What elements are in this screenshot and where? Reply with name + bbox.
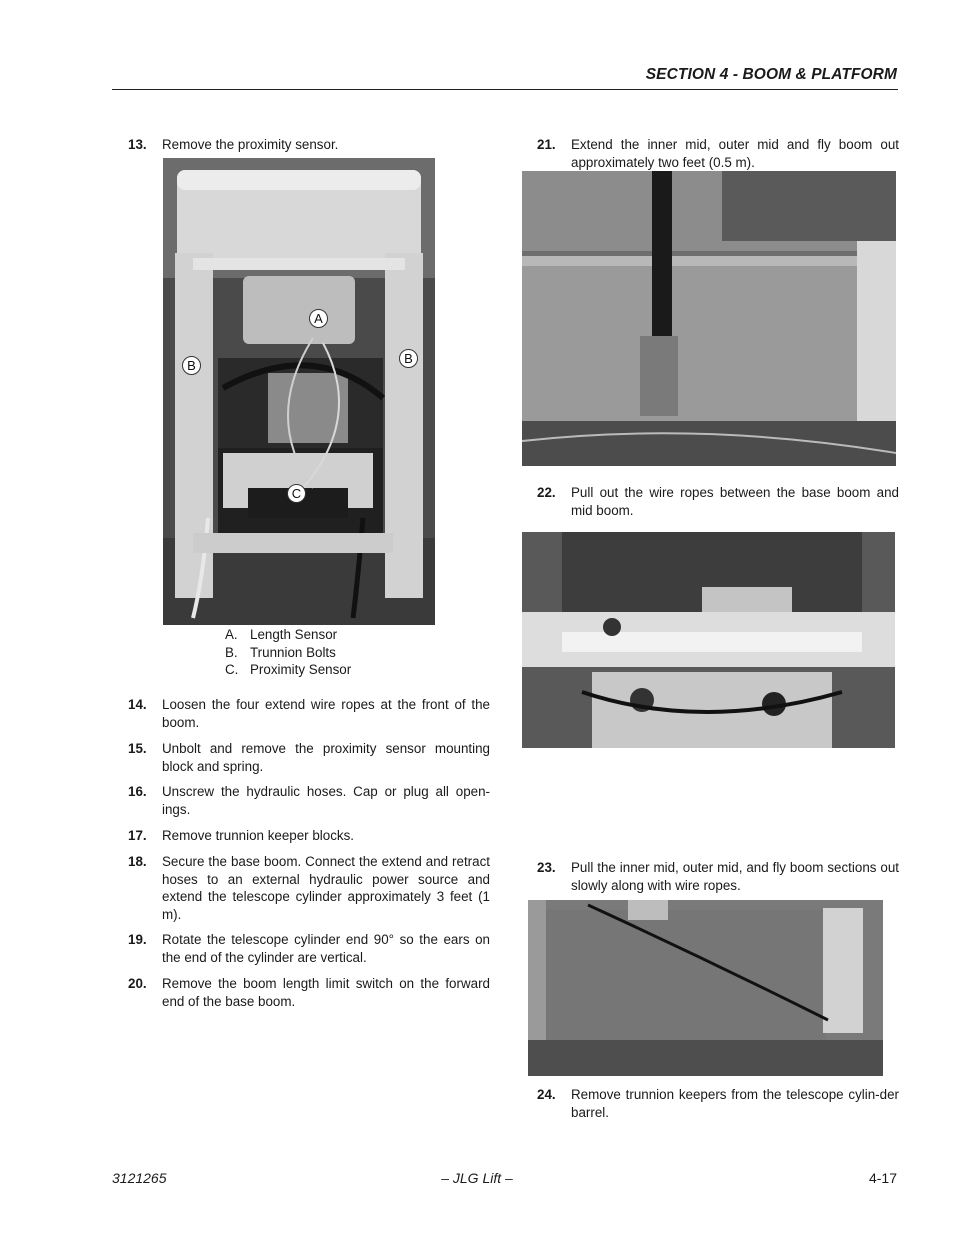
step-text: Pull the inner mid, outer mid, and fly boom sections out slowly along with wire ropes. [571,860,899,893]
right-column [537,136,899,1136]
step-number: 17. [128,828,147,843]
step-text: Remove trunnion keeper blocks. [162,828,355,843]
step-text: Unscrew the hydraulic hoses. Cap or plug all open-ings. [162,784,490,817]
footer-publisher: – JLG Lift – [441,1170,513,1186]
footer-doc-number: 3121265 [112,1170,167,1186]
step-23 [537,859,899,894]
step-number: 15. [128,741,147,756]
callout-b-left: B [182,356,201,375]
step-text: Remove the proximity sensor. [162,137,339,152]
section-title: SECTION 4 - BOOM & PLATFORM [645,66,897,83]
callout-b-right: B [399,349,418,368]
step-number: 13. [128,137,147,152]
step-17 [128,827,490,845]
step-19 [128,931,490,966]
header-divider [112,89,898,90]
step-number: 20. [128,976,147,991]
callout-c: C [287,484,306,503]
step-number: 19. [128,932,147,947]
photo-proximity-sensor [163,158,435,625]
callout-a: A [309,309,328,328]
step-text: Rotate the telescope cylinder end 90° so the ears on the end of the cylinder are vertical. [162,932,490,965]
step-22 [537,484,899,519]
figure-legend [225,626,351,679]
step-15 [128,740,490,775]
left-column [128,136,490,1016]
step-number: 16. [128,784,147,799]
step-13 [128,136,490,154]
step-21 [537,136,899,171]
step-number: 24. [537,1087,556,1102]
photo-extended-boom [522,171,896,466]
step-text: Unbolt and remove the proximity sensor mounting block and spring. [162,741,490,774]
step-text: Remove the boom length limit switch on the forward end of the base boom. [162,976,490,1009]
step-text: Loosen the four extend wire ropes at the front of the boom. [162,697,490,730]
step-number: 21. [537,137,556,152]
photo-wire-ropes [522,532,895,748]
step-number: 22. [537,485,556,500]
step-14 [128,696,490,731]
step-text: Pull out the wire ropes between the base boom and mid boom. [571,485,899,518]
step-number: 18. [128,854,147,869]
step-text: Extend the inner mid, outer mid and fly boom out approximately two feet (0.5 m). [571,137,899,170]
legend-item: B. Trunnion Bolts [225,644,336,660]
photo-pulling-boom-sections [528,900,883,1076]
legend-item: A. Length Sensor [225,627,338,642]
step-20 [128,975,490,1010]
step-number: 23. [537,860,556,875]
step-text: Secure the base boom. Connect the extend and retract hoses to an external hydraulic power source and extend the telescope cylinder approximately 3 feet (1 m). [162,854,490,922]
step-text: Remove trunnion keepers from the telescope cylin-der barrel. [571,1087,899,1120]
step-number: 14. [128,697,147,712]
step-18 [128,853,490,923]
step-24 [537,1086,899,1121]
footer-page-number: 4-17 [868,1170,897,1186]
legend-item: C. Proximity Sensor [225,662,352,677]
step-16 [128,783,490,818]
